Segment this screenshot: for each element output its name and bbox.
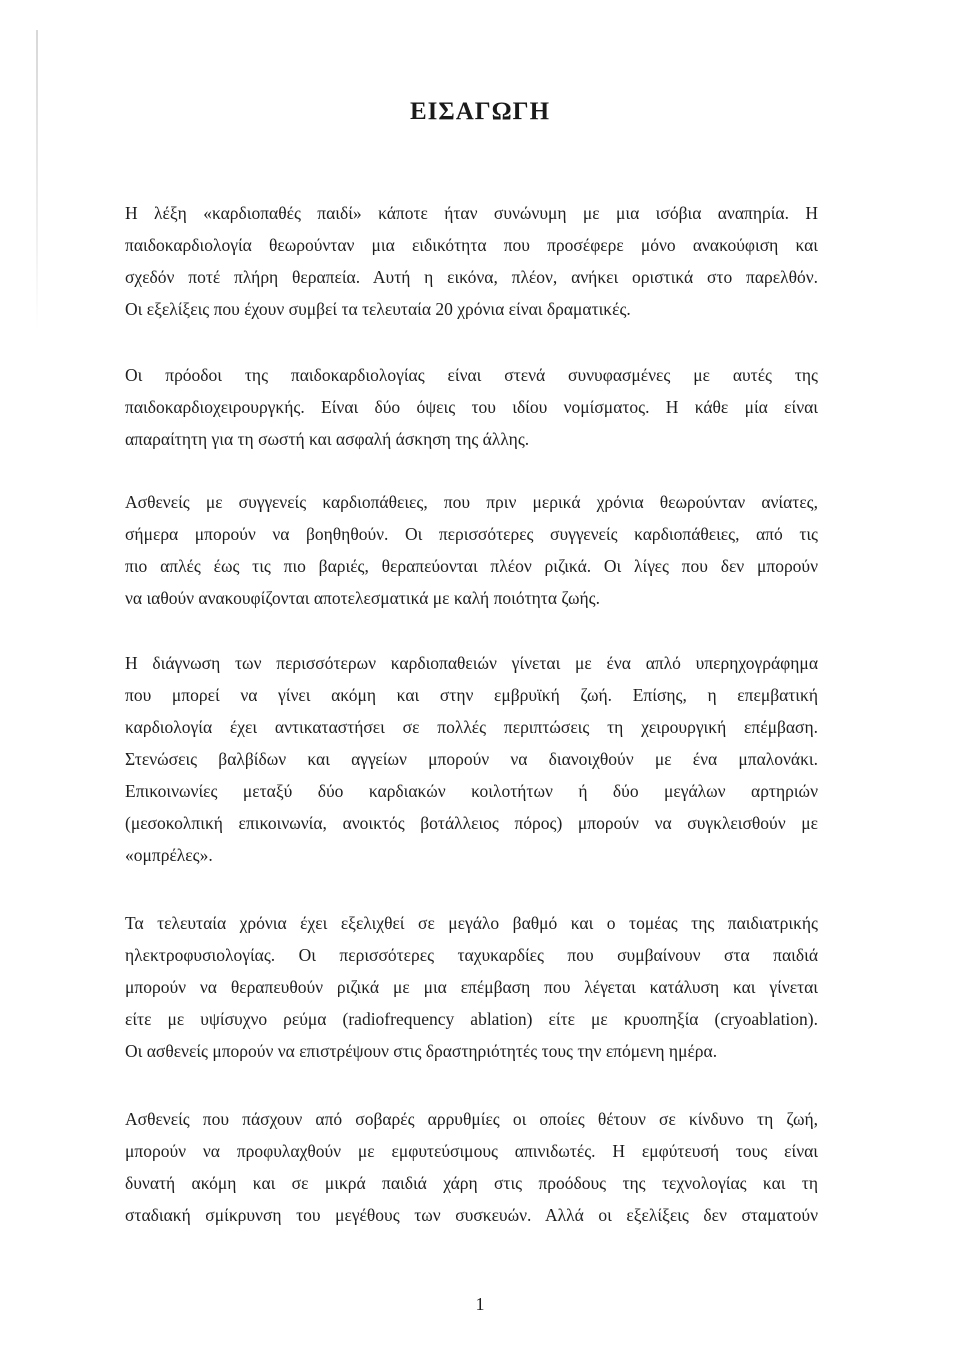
- scan-edge-shadow: [36, 30, 38, 330]
- text-line: σήμερα μπορούν να βοηθηθούν. Οι περισσότερες συγγενείς καρδιοπάθειες, από τις: [125, 524, 818, 544]
- text-line: παιδοκαρδιολογία θεωρούνταν μια ειδικότητα που προσέφερε μόνο ανακούφιση και: [125, 235, 818, 255]
- text-line: να ιαθούν ανακουφίζονται αποτελεσματικά με καλή ποιότητα ζωής.: [125, 588, 600, 608]
- text-line: μπορούν να προφυλαχθούν με εμφυτεύσιμους απινιδωτές. Η εμφύτευσή τους είναι: [125, 1141, 818, 1161]
- text-line: που μπορεί να γίνει ακόμη και στην εμβρυϊκή ζωή. Επίσης, η επεμβατική: [125, 685, 818, 705]
- text-line: Ασθενείς που πάσχουν από σοβαρές αρρυθμίες οι οποίες θέτουν σε κίνδυνο τη ζωή,: [125, 1109, 818, 1129]
- paragraph-3: [125, 486, 818, 614]
- text-line: δυνατή ακόμη και σε μικρά παιδιά χάρη στις προόδους της τεχνολογίας και τη: [125, 1173, 818, 1193]
- text-line: σχεδόν ποτέ πλήρη θεραπεία. Αυτή η εικόνα, πλέον, ανήκει οριστικά στο παρελθόν.: [125, 267, 818, 287]
- page-title: ΕΙΣΑΓΩΓΗ: [409, 98, 551, 125]
- text-line: Τα τελευταία χρόνια έχει εξελιχθεί σε μεγάλο βαθμό και ο τομέας της παιδιατρικής: [125, 913, 818, 933]
- text-line: πιο απλές έως τις πιο βαριές, θεραπεύονται πλέον ριζικά. Οι λίγες που δεν μπορούν: [125, 556, 818, 576]
- text-line: Ασθενείς με συγγενείς καρδιοπάθειες, που πριν μερικά χρόνια θεωρούνταν ανίατες,: [125, 492, 818, 512]
- text-line: Οι εξελίξεις που έχουν συμβεί τα τελευταία 20 χρόνια είναι δραματικές.: [125, 299, 631, 319]
- text-line: Στενώσεις βαλβίδων και αγγείων μπορούν να διανοιχθούν με ένα μπαλονάκι.: [125, 749, 818, 769]
- text-line: «ομπρέλες».: [125, 845, 213, 865]
- text-line: Οι ασθενείς μπορούν να επιστρέψουν στις δραστηριότητές τους την επόμενη ημέρα.: [125, 1041, 718, 1061]
- paragraph-1: [125, 197, 818, 325]
- paragraph-2: [125, 359, 818, 455]
- text-line: (μεσοκολπική επικοινωνία, ανοικτός βοτάλλειος πόρος) μπορούν να συγκλεισθούν με: [125, 813, 818, 833]
- text-line: Η λέξη «καρδιοπαθές παιδί» κάποτε ήταν συνώνυμη με μια ισόβια αναπηρία. Η: [125, 203, 818, 223]
- paragraph-6: [125, 1103, 818, 1231]
- text-line: σταδιακή σμίκρυνση του μεγέθους των συσκευών. Αλλά οι εξελίξεις δεν σταματούν: [125, 1205, 818, 1225]
- text-line: καρδιολογία έχει αντικαταστήσει σε πολλές περιπτώσεις τη χειρουργική επέμβαση.: [125, 717, 818, 737]
- text-line: Η διάγνωση των περισσότερων καρδιοπαθειών γίνεται με ένα απλό υπερηχογράφημα: [125, 653, 818, 673]
- text-line: Οι πρόοδοι της παιδοκαρδιολογίας είναι στενά συνυφασμένες με αυτές της: [125, 365, 818, 385]
- page-number: 1: [475, 1294, 485, 1314]
- text-line: παιδοκαρδιοχειρουργκής. Είναι δύο όψεις του ιδίου νομίσματος. Η κάθε μία είναι: [125, 397, 818, 417]
- text-line: ηλεκτροφυσιολογίας. Οι περισσότερες ταχυκαρδίες που συμβαίνουν στα παιδιά: [125, 945, 818, 965]
- text-line: μπορούν να θεραπευθούν ριζικά με μια επέμβαση που λέγεται κατάλυση και γίνεται: [125, 977, 818, 997]
- paragraph-5: [125, 907, 818, 1067]
- paragraph-4: [125, 647, 818, 871]
- text-line: Επικοινωνίες μεταξύ δύο καρδιακών κοιλοτήτων ή δύο μεγάλων αρτηριών: [125, 781, 818, 801]
- text-line: απαραίτητη για τη σωστή και ασφαλή άσκηση της άλλης.: [125, 429, 530, 449]
- text-line: είτε με υψίσυχνο ρεύμα (radiofrequency ablation) είτε με κρυοπηξία (cryoablation).: [125, 1009, 818, 1029]
